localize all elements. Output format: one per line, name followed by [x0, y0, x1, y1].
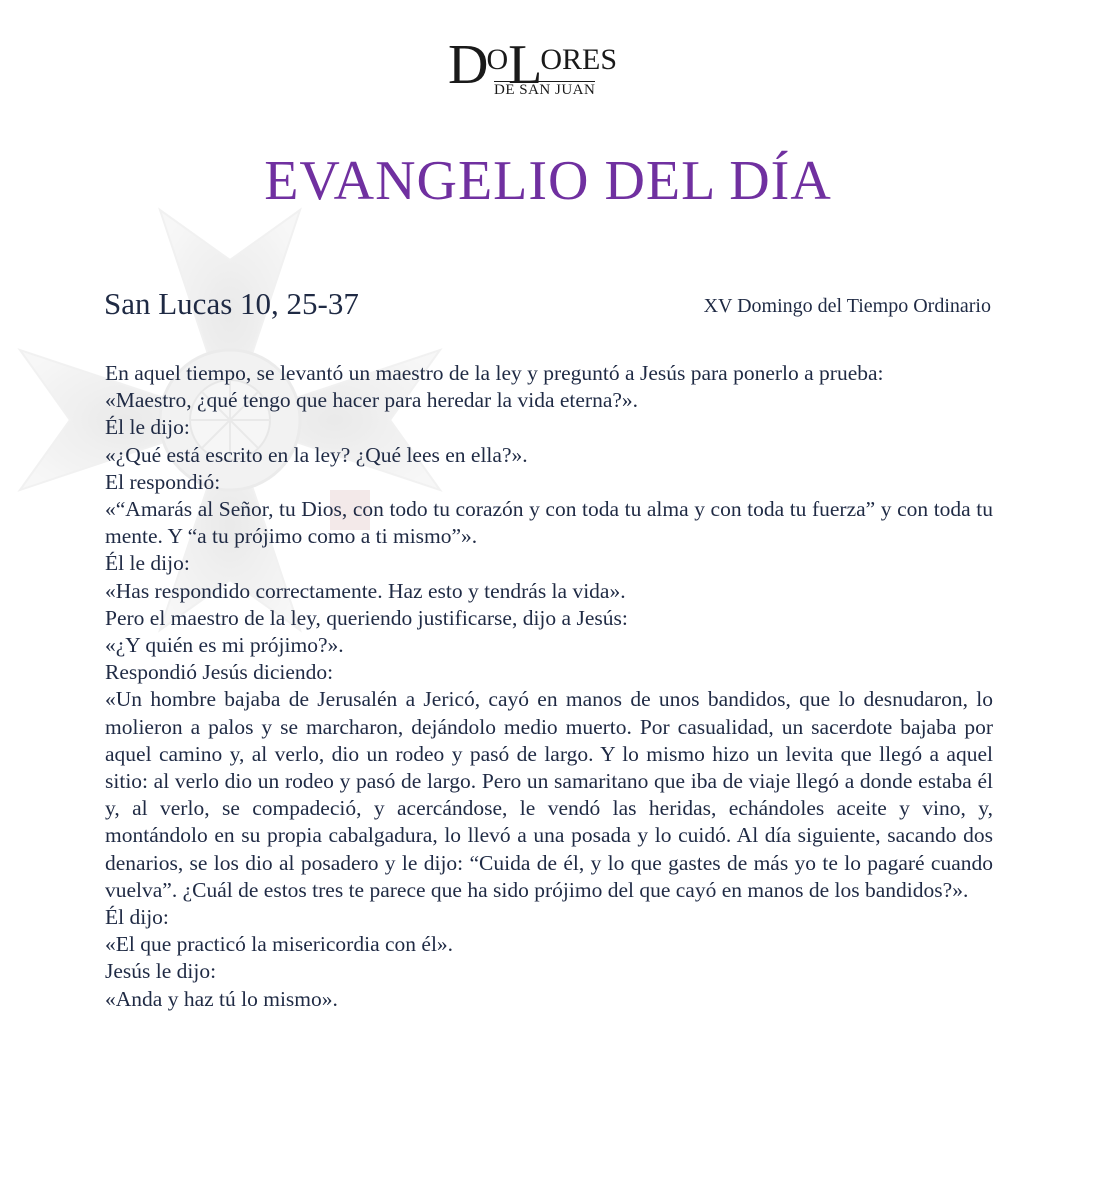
logo-wordmark: $D^OL^{ORES}$ [448, 34, 618, 96]
gospel-paragraph: «Anda y haz tú lo mismo». [105, 986, 338, 1011]
gospel-reference: San Lucas 10, 25-37 [104, 286, 359, 321]
liturgical-day: XV Domingo del Tiempo Ordinario [703, 295, 991, 317]
gospel-paragraph: «¿Qué está escrito en la ley? ¿Qué lees en ella?». [105, 442, 528, 467]
gospel-text [105, 360, 993, 1013]
gospel-paragraph: Él le dijo: [105, 551, 190, 576]
logo-subtitle: DE SAN JUAN [494, 82, 596, 98]
gospel-paragraph: «El que practicó la misericordia con él». [105, 932, 454, 957]
gospel-paragraph: «Un hombre bajaba de Jerusalén a Jericó, cayó en manos de unos bandidos, que lo desnudaron, lo molieron a palos y se marcharon, dejándolo medio muerto. Por casualidad, un sacerdote bajaba por aquel camino y, al verlo, dio un rodeo y pasó de largo. Y lo mismo hizo un levita que llegó a aquel sitio: al verlo dio un rodeo y pasó de largo. Pero un samaritano que iba de viaje llegó a donde estaba él y, al verlo, se compadeció, y acercándose, le vendó las heridas, echándoles aceite y vino, y, montándolo en su propia cabalgadura, lo llevó a una posada y lo cuidó. Al día siguiente, sacando dos denarios, se los dio al posadero y le dijo: “Cuida de él, y lo que gastes de más yo te lo pagaré cuando vuelva”. ¿Cuál de estos tres te parece que ha sido prójimo del que cayó en manos de los bandidos?». [105, 687, 993, 902]
gospel-paragraph: Él le dijo: [105, 415, 190, 440]
page-title: EVANGELIO DEL DÍA [264, 150, 832, 212]
gospel-paragraph: Él dijo: [105, 905, 169, 930]
gospel-paragraph: «¿Y quién es mi prójimo?». [105, 633, 344, 658]
gospel-paragraph: «Has respondido correctamente. Haz esto y tendrás la vida». [105, 578, 626, 603]
gospel-paragraph: Respondió Jesús diciendo: [105, 660, 334, 685]
gospel-paragraph: El respondió: [105, 469, 221, 494]
gospel-paragraph: En aquel tiempo, se levantó un maestro de la ley y preguntó a Jesús para ponerlo a prueba: [105, 361, 884, 385]
gospel-paragraph: Pero el maestro de la ley, queriendo justificarse, dijo a Jesús: [105, 605, 628, 630]
gospel-paragraph: «“Amarás al Señor, tu Dios, con todo tu corazón y con toda tu alma y con toda tu fuerza” y con toda tu mente. Y “a tu prójimo como a ti mismo”». [105, 497, 993, 549]
dolores-logo [448, 30, 628, 100]
gospel-paragraph: «Maestro, ¿qué tengo que hacer para heredar la vida eterna?». [105, 388, 639, 413]
gospel-paragraph: Jesús le dijo: [105, 959, 217, 984]
